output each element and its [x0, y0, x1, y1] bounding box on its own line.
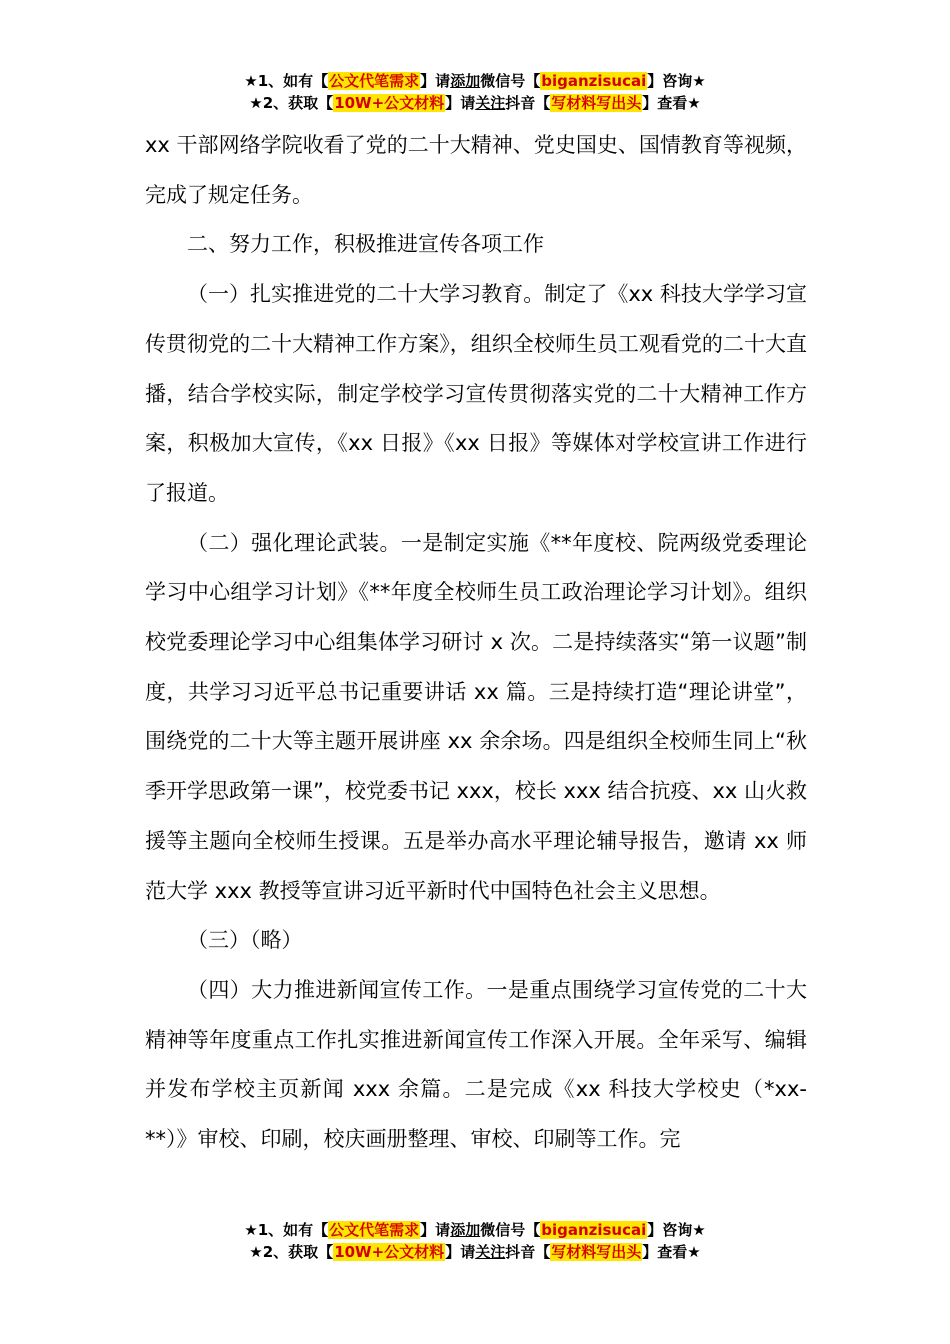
- banner-highlight: 10W+公文材料: [334, 94, 445, 112]
- banner-highlight: biganzisucai: [541, 1221, 647, 1239]
- banner-text: ★1、如有【: [244, 72, 329, 90]
- banner-text: 】请: [445, 94, 476, 112]
- footer-banner: [0, 1219, 950, 1263]
- paragraph: （一）扎实推进党的二十大学习教育。制定了《xx 科技大学学习宣传贯彻党的二十大精神工作方案》，组织全校师生员工观看党的二十大直播，结合学校实际，制定学校学习宣传贯彻落实党的二十大精神工作方案，积极加大宣传，《xx 日报》《xx 日报》等媒体对学校宣讲工作进行了报道。: [145, 282, 807, 505]
- banner-text: 】查看★: [642, 1243, 701, 1261]
- paragraph: （三）（略）: [187, 928, 303, 953]
- banner-underlined-text: 添加: [450, 72, 481, 90]
- banner-highlight: 公文代笔需求: [329, 72, 420, 90]
- banner-text: 抖音【: [505, 1243, 551, 1261]
- paragraph: （二）强化理论武装。一是制定实施《**年度校、院两级党委理论学习中心组学习计划》《**年度全校师生员工政治理论学习计划》。组织校党委理论学习中心组集体学习研讨 x 次。二是持续落实“第一议题”制度，共学习习近平总书记重要讲话 xx 篇。三是持续打造“理论讲堂”，围绕党的二十大等主题开展讲座 xx 余余场。四是组织全校师生同上“秋季开学思政第一课”，校党委书记 xxx，校长 xxx 结合抗疫、xx 山火救援等主题向全校师生授课。五是举办高水平理论辅导报告，邀请 xx 师范大学 xxx 教授等宣讲习近平新时代中国特色社会主义思想。: [145, 530, 808, 903]
- document-body: [145, 121, 807, 1165]
- banner-text: 】咨询★: [647, 1221, 706, 1239]
- banner-highlight: 公文代笔需求: [329, 1221, 420, 1239]
- banner-text: 微信号【: [480, 1221, 541, 1239]
- banner-text: ★1、如有【: [244, 1221, 329, 1239]
- banner-underlined-text: 关注: [475, 94, 506, 112]
- banner-highlight: 写材料写出头: [551, 94, 642, 112]
- banner-highlight: 写材料写出头: [551, 1243, 642, 1261]
- banner-text: 】咨询★: [647, 72, 706, 90]
- banner-text: 】请: [420, 1221, 451, 1239]
- banner-underlined-text: 关注: [475, 1243, 506, 1261]
- banner-text: 抖音【: [505, 94, 551, 112]
- banner-highlight: biganzisucai: [541, 72, 647, 90]
- banner-line-materials: [0, 92, 950, 114]
- banner-text: 】查看★: [642, 94, 701, 112]
- banner-text: ★2、获取【: [249, 1243, 334, 1261]
- banner-highlight: 10W+公文材料: [334, 1243, 445, 1261]
- banner-text: 微信号【: [480, 72, 541, 90]
- banner-underlined-text: 添加: [450, 1221, 481, 1239]
- header-banner: [0, 70, 950, 114]
- paragraph: xx 干部网络学院收看了党的二十大精神、党史国史、国情教育等视频，完成了规定任务。: [145, 133, 807, 207]
- paragraph: （四）大力推进新闻宣传工作。一是重点围绕学习宣传党的二十大精神等年度重点工作扎实推进新闻宣传工作深入开展。全年采写、编辑并发布学校主页新闻 xxx 余篇。二是完成《xx 科技大学校史（*xx-**）》审校、印刷，校庆画册整理、审校、印刷等工作。完: [145, 977, 807, 1152]
- banner-text: 】请: [445, 1243, 476, 1261]
- banner-line-consult: [0, 70, 950, 92]
- banner-line-materials: [0, 1241, 950, 1263]
- banner-text: 】请: [420, 72, 451, 90]
- section-heading: 二、努力工作，积极推进宣传各项工作: [187, 232, 544, 257]
- banner-text: ★2、获取【: [249, 94, 334, 112]
- banner-line-consult: [0, 1219, 950, 1241]
